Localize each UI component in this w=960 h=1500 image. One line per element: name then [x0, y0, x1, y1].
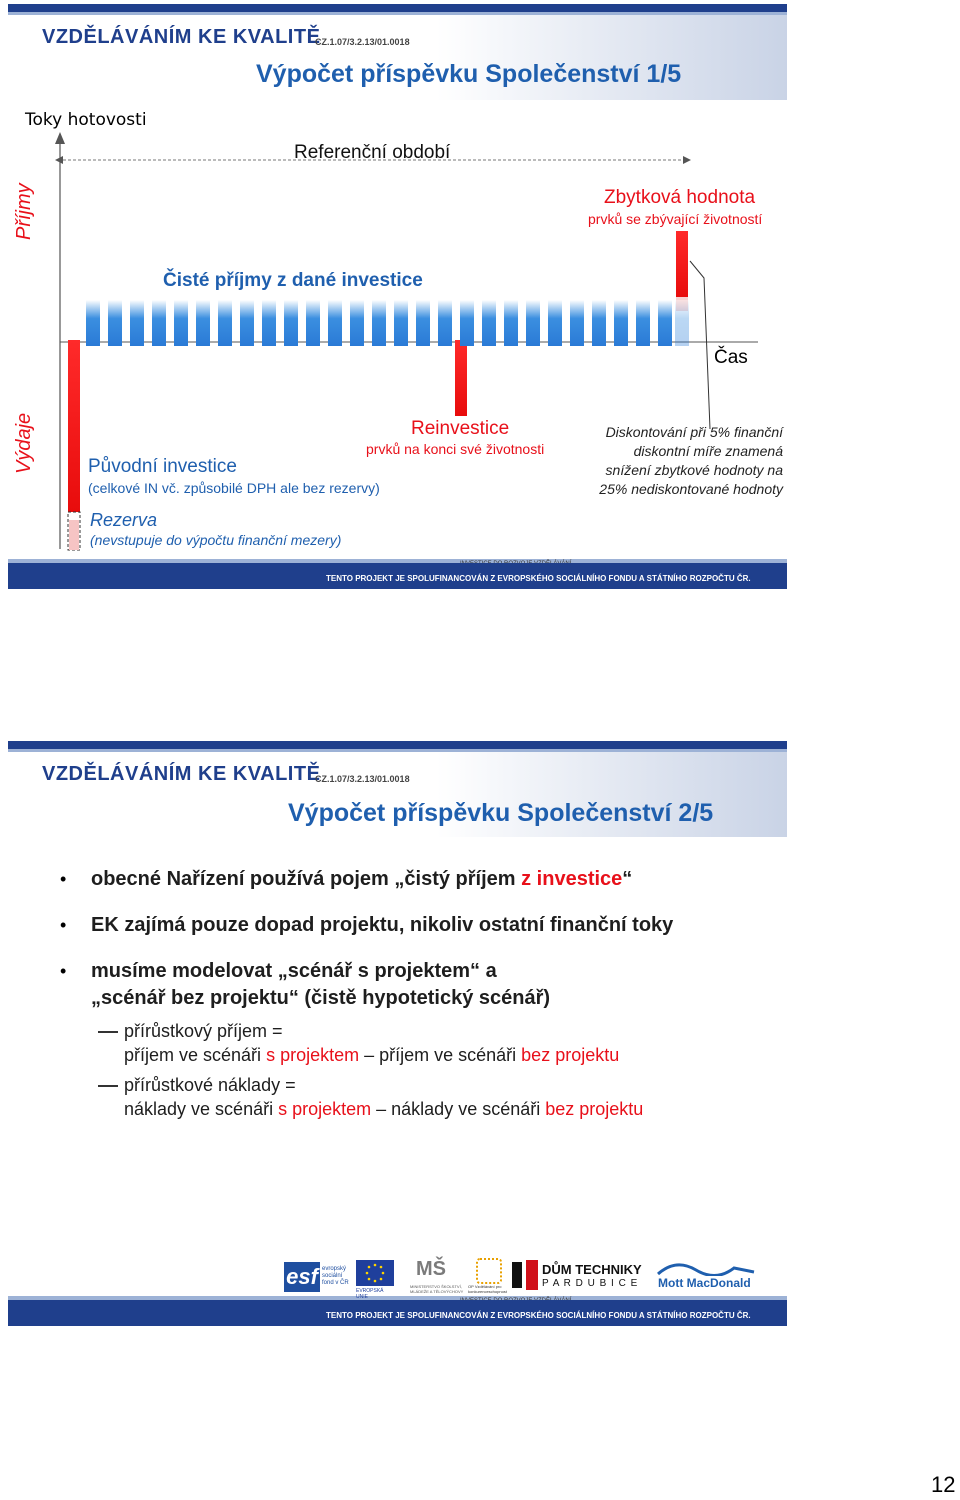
- pointer-line: [690, 261, 710, 429]
- footer-text: TENTO PROJEKT JE SPOLUFINANCOVÁN Z EVROPSKÉHO SOCIÁLNÍHO FONDU A STÁTNÍHO ROZPOČTU ČR.: [326, 574, 751, 583]
- income-bar: [416, 300, 430, 346]
- income-label: Příjmy: [13, 183, 35, 240]
- esf-logo: esf evropský sociální fond v ČR: [284, 1258, 354, 1298]
- project-code: CZ.1.07/3.2.13/01.0018: [315, 774, 410, 784]
- y-axis-label: Toky hotovosti: [25, 110, 147, 130]
- slide-1: [8, 4, 787, 589]
- original-investment-title: Původní investice: [88, 456, 237, 477]
- income-bar: [108, 300, 122, 346]
- cashflow-diagram: [8, 4, 787, 589]
- slide-2: [8, 741, 787, 1326]
- time-label: Čas: [714, 347, 748, 368]
- reserve-title: Rezerva: [90, 510, 158, 530]
- residual-value-bar: [676, 231, 688, 297]
- mott-macdonald-logo: Mott MacDonald: [656, 1258, 756, 1298]
- income-bar: [174, 300, 188, 346]
- income-bar: [262, 300, 276, 346]
- income-bar: [636, 300, 650, 346]
- income-bar: [394, 300, 408, 346]
- expenses-label: Výdaje: [13, 412, 35, 474]
- sub-bullet-dash: [98, 1031, 118, 1033]
- original-investment-subtitle: (celkové IN vč. způsobilé DPH ale bez rezervy): [88, 480, 380, 496]
- income-bar: [526, 300, 540, 346]
- residual-value-subtitle: prvků se zbývající životností: [588, 211, 763, 227]
- bullet-1: obecné Nařízení používá pojem „čistý příjem z investice“: [91, 868, 633, 890]
- eu-flag-icon: [356, 1260, 394, 1286]
- bullet-2: EK zajímá pouze dopad projektu, nikoliv ostatní finanční toky: [91, 914, 674, 936]
- reinvestment-subtitle: prvků na konci své životnosti: [366, 441, 545, 457]
- op-vk-icon: [476, 1258, 502, 1284]
- income-bar: [460, 300, 474, 346]
- income-bar: [614, 300, 628, 346]
- eu-flag-logo: EVROPSKÁ UNIE: [356, 1258, 396, 1298]
- net-income-label: Čisté příjmy z dané investice: [163, 270, 423, 291]
- income-bar: [570, 300, 584, 346]
- income-bar: [675, 300, 689, 346]
- income-bar: [504, 300, 518, 346]
- income-bar: [218, 300, 232, 346]
- sub-bullet-1-line-2: příjem ve scénáři s projektem – příjem ve scénáři bez projektu: [124, 1045, 620, 1065]
- footer-text: TENTO PROJEKT JE SPOLUFINANCOVÁN Z EVROPSKÉHO SOCIÁLNÍHO FONDU A STÁTNÍHO ROZPOČTU ČR.: [326, 1311, 751, 1320]
- income-bar: [284, 300, 298, 346]
- income-bar: [592, 300, 606, 346]
- project-code: CZ.1.07/3.2.13/01.0018: [315, 37, 410, 47]
- income-bar: [130, 300, 144, 346]
- income-bar: [328, 300, 342, 346]
- income-bar: [306, 300, 320, 346]
- income-bar: [372, 300, 386, 346]
- reference-period-label: Referenční období: [294, 142, 451, 163]
- bullet-dot: •: [60, 961, 67, 981]
- income-bar: [86, 300, 100, 346]
- bullet-dot: •: [60, 915, 67, 935]
- income-bar: [658, 300, 672, 346]
- op-vk-logo: OP Vzdělávání pro konkurenceschopnost: [468, 1258, 510, 1298]
- income-bar: [196, 300, 210, 346]
- slide-title: Výpočet příspěvku Společenství 2/5: [288, 799, 714, 827]
- sub-bullet-2-line-2: náklady ve scénáři s projektem – náklady ve scénáři bez projektu: [124, 1099, 644, 1119]
- reserve-subtitle: (nevstupuje do výpočtu finanční mezery): [90, 532, 342, 548]
- residual-value-title: Zbytková hodnota: [604, 187, 756, 208]
- sub-bullet-2-line-1: přírůstkové náklady =: [124, 1075, 296, 1095]
- income-bar: [482, 300, 496, 346]
- income-bar: [350, 300, 364, 346]
- reinvestment-title: Reinvestice: [411, 418, 510, 439]
- income-bar: [548, 300, 562, 346]
- slide-title: Výpočet příspěvku Společenství 1/5: [256, 60, 682, 88]
- income-bar: [152, 300, 166, 346]
- dum-techniky-logo: DŮM TECHNIKY P A R D U B I C E: [512, 1258, 652, 1298]
- income-bar: [438, 300, 452, 346]
- brand-title: VZDĚLÁVÁNÍM KE KVALITĚ: [42, 763, 321, 785]
- page-number: 12: [931, 1472, 956, 1497]
- sub-bullet-dash: [98, 1085, 118, 1087]
- discount-note: Diskontování při 5% finanční diskontní míře znamená snížení zbytkové hodnoty na 25% nediskontované hodnoty: [599, 424, 783, 497]
- bullet-dot: •: [60, 869, 67, 889]
- bullet-3-line-2: „scénář bez projektu“ (čistě hypotetický scénář): [91, 987, 551, 1009]
- sub-bullet-1-line-1: přírůstkový příjem =: [124, 1021, 283, 1041]
- brand-title: VZDĚLÁVÁNÍM KE KVALITĚ: [42, 26, 321, 48]
- y-axis-arrow: [55, 132, 65, 144]
- reinvestment-bar: [455, 340, 467, 416]
- income-bar: [240, 300, 254, 346]
- msmt-logo: MŠ MINISTERSTVO ŠKOLSTVÍ, MLÁDEŽE A TĚLOVÝCHOVY: [410, 1258, 464, 1294]
- original-investment-bar: [68, 340, 80, 512]
- bullet-3-line-1: musíme modelovat „scénář s projektem“ a: [91, 960, 497, 982]
